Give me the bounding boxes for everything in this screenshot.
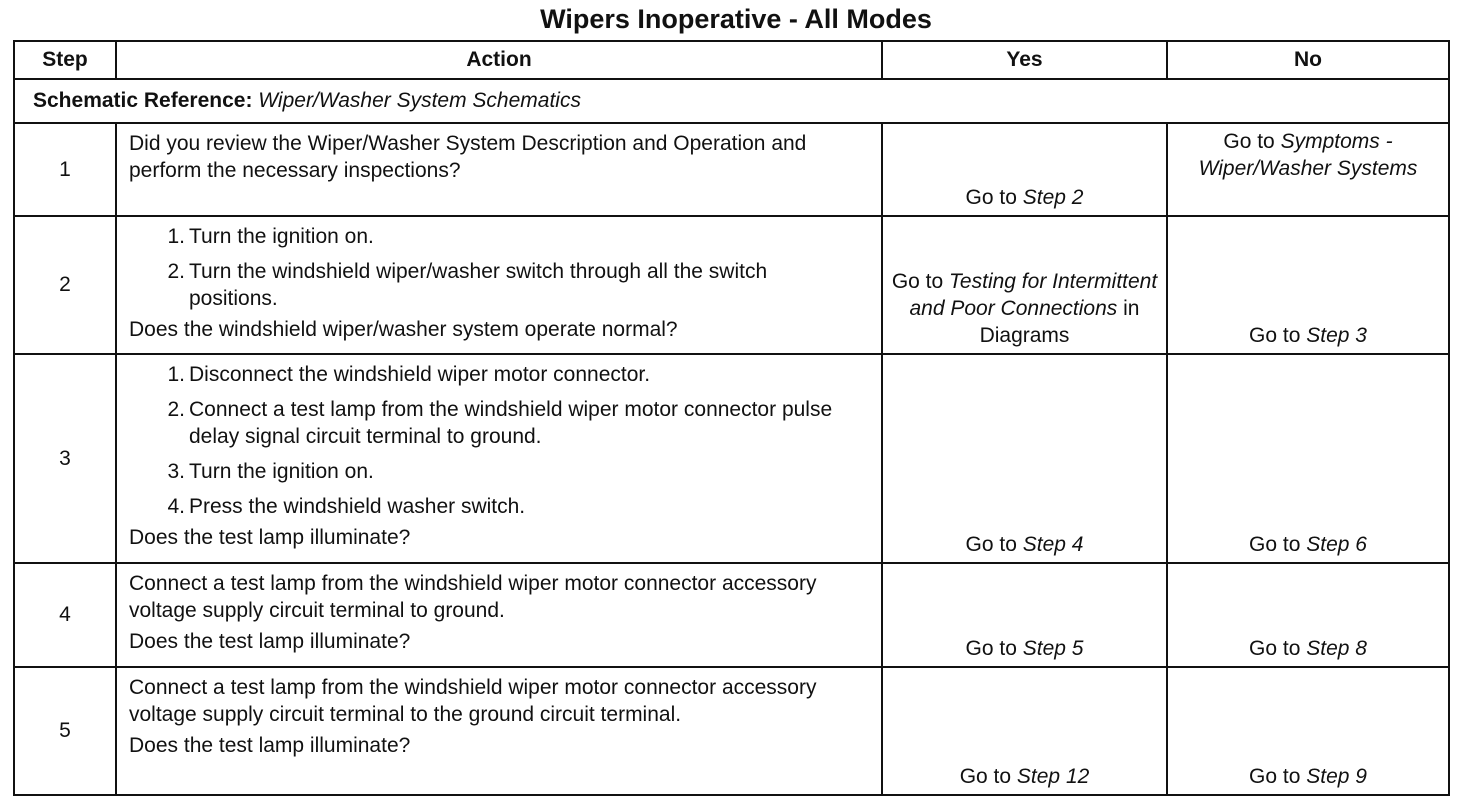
no-cell [1167, 563, 1449, 667]
table-row [14, 667, 1449, 795]
list-item: 2. Connect a test lamp from the windshield wiper motor connector pulse delay signal circuit terminal to ground. [167, 398, 833, 448]
yes-prefix: Go to [965, 186, 1017, 209]
action-text: Connect a test lamp from the windshield wiper motor connector accessory voltage supply circuit terminal to ground. [129, 572, 817, 622]
no-prefix: Go to [1223, 130, 1275, 153]
no-cell [1167, 667, 1449, 795]
yes-link[interactable]: Step 5 [1022, 637, 1084, 660]
header-row [14, 41, 1449, 79]
no-prefix: Go to [1249, 637, 1301, 660]
page-title: Wipers Inoperative - All Modes [540, 4, 932, 34]
no-prefix: Go to [1249, 324, 1301, 347]
schematic-link[interactable]: Wiper/Washer System Schematics [258, 89, 581, 112]
yes-cell [882, 667, 1167, 795]
yes-link[interactable]: Step 12 [1016, 765, 1090, 788]
table-row [14, 123, 1449, 216]
action-question: Does the windshield wiper/washer system operate normal? [129, 318, 678, 341]
action-cell [116, 563, 882, 667]
yes-link[interactable]: Testing for Intermittent and Poor Connections [909, 270, 1158, 320]
action-question: Does the test lamp illuminate? [129, 630, 411, 653]
schematic-row [14, 79, 1449, 123]
step-number: 2 [14, 216, 116, 354]
step-number: 5 [14, 667, 116, 795]
action-cell [116, 216, 882, 354]
yes-prefix: Go to [965, 637, 1017, 660]
no-link[interactable]: Step 3 [1306, 324, 1367, 347]
action-cell [116, 123, 882, 216]
no-cell [1167, 216, 1449, 354]
yes-prefix: Go to [959, 765, 1012, 788]
no-prefix: Go to [1249, 533, 1301, 556]
header-no: No [1167, 41, 1449, 79]
yes-prefix: Go to [891, 270, 944, 293]
action-cell [116, 667, 882, 795]
action-list [129, 223, 869, 312]
action-list [129, 361, 869, 520]
no-prefix: Go to [1249, 765, 1301, 788]
table-row [14, 354, 1449, 563]
no-link[interactable]: Step 6 [1306, 533, 1367, 556]
no-link[interactable]: Symptoms - Wiper/Washer Systems [1198, 130, 1418, 180]
yes-suffix: in Diagrams [979, 297, 1140, 347]
action-cell [116, 354, 882, 563]
yes-cell [882, 216, 1167, 354]
no-cell [1167, 354, 1449, 563]
action-text: Connect a test lamp from the windshield wiper motor connector accessory voltage supply circuit terminal to the ground circuit terminal. [129, 676, 817, 726]
action-question: Does the test lamp illuminate? [129, 526, 411, 549]
no-cell [1167, 123, 1449, 216]
no-link[interactable]: Step 8 [1306, 637, 1367, 660]
step-number: 1 [14, 123, 116, 216]
action-text: Did you review the Wiper/Washer System Description and Operation and perform the necessary inspections? [129, 132, 807, 182]
yes-prefix: Go to [965, 533, 1017, 556]
list-item: 4. Press the windshield washer switch. [167, 495, 526, 518]
schematic-label: Schematic Reference: [33, 89, 253, 112]
yes-cell [882, 123, 1167, 216]
yes-link[interactable]: Step 2 [1022, 186, 1084, 209]
table-row [14, 563, 1449, 667]
yes-link[interactable]: Step 4 [1022, 533, 1084, 556]
yes-cell [882, 354, 1167, 563]
list-item: 1. Disconnect the windshield wiper motor connector. [167, 363, 651, 386]
list-item: 3. Turn the ignition on. [167, 460, 374, 483]
no-link[interactable]: Step 9 [1306, 765, 1367, 788]
header-step: Step [14, 41, 116, 79]
diagnostic-table [13, 40, 1450, 796]
yes-cell [882, 563, 1167, 667]
list-item: 2. Turn the windshield wiper/washer switch through all the switch positions. [167, 260, 768, 310]
step-number: 3 [14, 354, 116, 563]
header-action: Action [116, 41, 882, 79]
action-question: Does the test lamp illuminate? [129, 734, 411, 757]
step-number: 4 [14, 563, 116, 667]
schematic-reference [14, 79, 1449, 123]
header-yes: Yes [882, 41, 1167, 79]
table-row [14, 216, 1449, 354]
list-item: 1. Turn the ignition on. [167, 225, 374, 248]
